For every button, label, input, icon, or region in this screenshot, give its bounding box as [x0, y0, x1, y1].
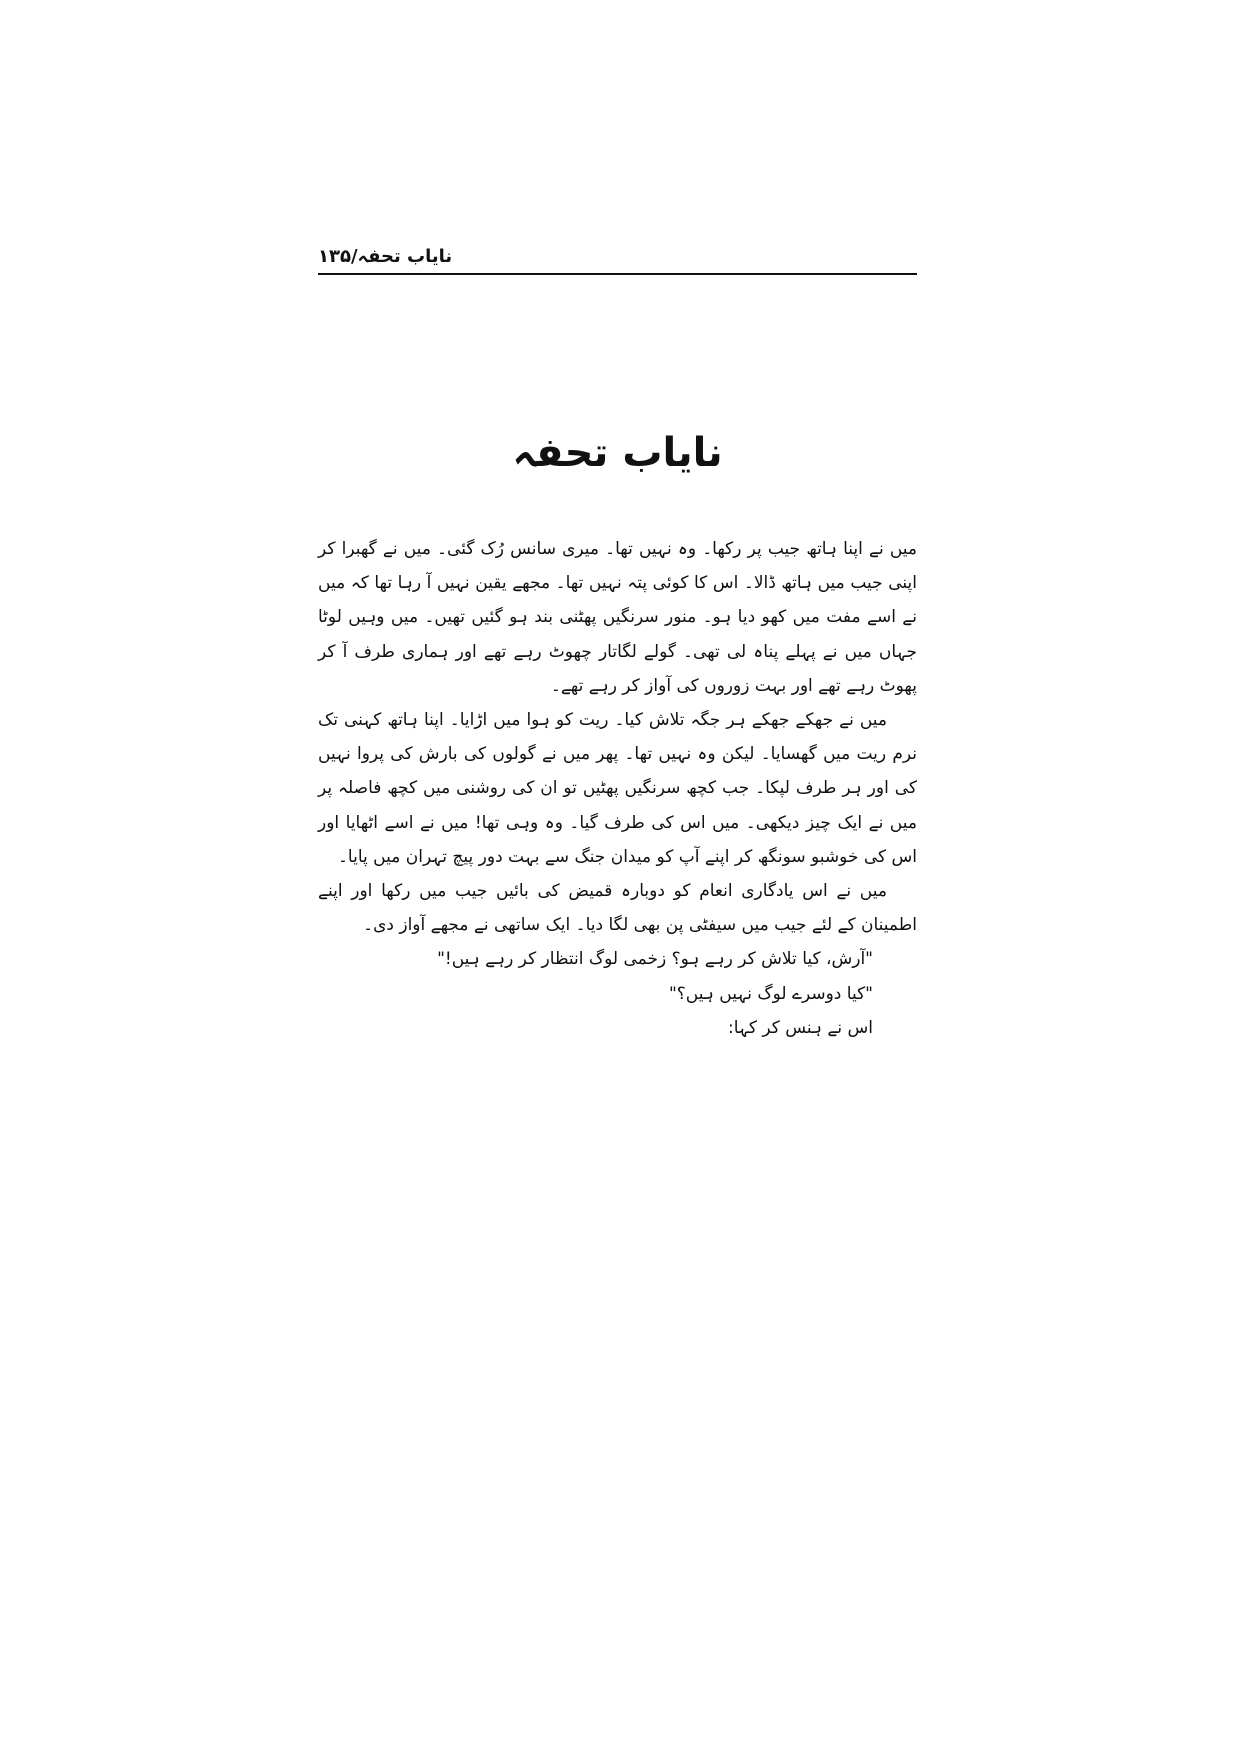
- paragraph-3: میں نے اس یادگاری انعام کو دوبارہ قمیض کی بائیں جیب میں رکھا اور اپنے اطمینان کے لئے جیب میں سیفٹی پن بھی لگا دیا۔ ایک ساتھی نے مجھے آواز دی۔: [318, 881, 917, 936]
- closing-line: اس نے ہنس کر کہا:: [728, 1017, 873, 1038]
- running-header-title: نایاب تحفہ/۱۳۵: [318, 246, 453, 267]
- chapter-title: نایاب تحفہ: [512, 430, 723, 476]
- dialogue-line-1: "آرش، کیا تلاش کر رہے ہو؟ زخمی لوگ انتظار کر رہے ہیں!": [437, 949, 873, 970]
- header-rule: [318, 273, 917, 275]
- paragraph-2: میں نے جھکے جھکے ہر جگہ تلاش کیا۔ ریت کو ہوا میں اڑایا۔ اپنا ہاتھ کہنی تک نرم ریت میں گھسایا۔ لیکن وہ نہیں تھا۔ پھر میں نے گولوں کی بارش کی پروا نہیں کی اور ہر طرف لپکا۔ جب کچھ سرنگیں پھٹیں تو ان کی روشنی میں کچھ فاصلہ پر میں نے ایک چیز دیکھی۔ میں اس کی طرف گیا۔ وہ وہی تھا! میں نے اسے اٹھایا اور اس کی خوشبو سونگھ کر اپنے آپ کو میدان جنگ سے بہت دور پیچ تہران میں پایا۔: [318, 710, 917, 867]
- paragraph-1: میں نے اپنا ہاتھ جیب پر رکھا۔ وہ نہیں تھا۔ میری سانس رُک گئی۔ میں نے گھبرا کر اپنی جیب میں ہاتھ ڈالا۔ اس کا کوئی پتہ نہیں تھا۔ مجھے یقین نہیں آ رہا تھا کہ میں نے اسے مفت میں کھو دیا ہو۔ منور سرنگیں پھٹنی بند ہو گئیں تھیں۔ میں وہیں لوٹا جہاں میں نے پہلے پناہ لی تھی۔ گولے لگاتار چھوٹ رہے تھے اور ہماری طرف آ کر پھوٹ رہے تھے اور بہت زوروں کی آواز کر رہے تھے۔: [318, 539, 917, 696]
- running-header: [318, 245, 917, 277]
- dialogue-line-2: "کیا دوسرے لوگ نہیں ہیں؟": [668, 983, 873, 1004]
- body-text: [318, 532, 917, 1045]
